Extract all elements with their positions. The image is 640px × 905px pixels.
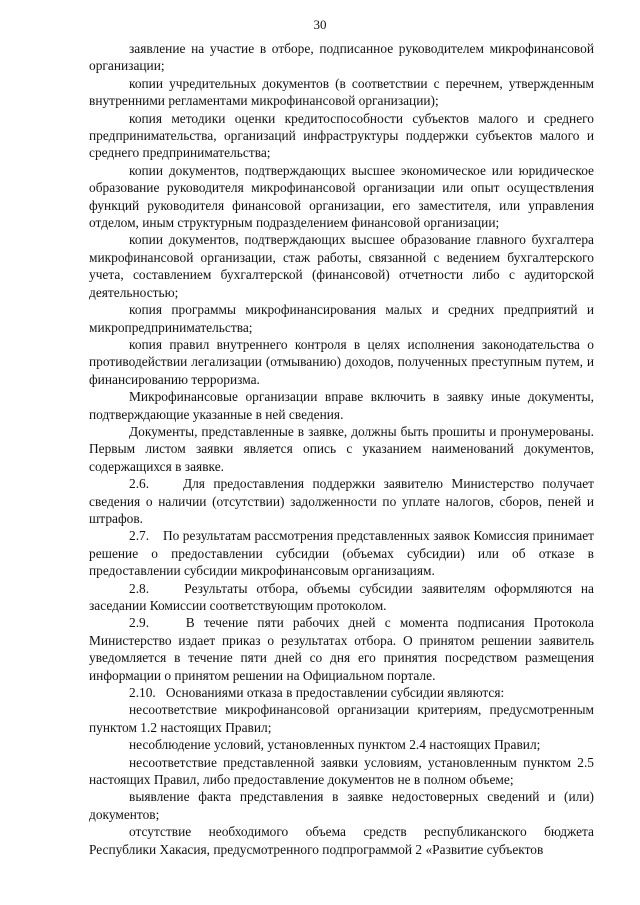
paragraph: отсутствие необходимого объема средств республиканского бюджета Республики Хакасия, предусмотренного подпрограммой 2 «Развитие субъектов <box>89 824 594 857</box>
paragraph: несоответствие представленной заявки условиям, установленным пунктом 2.5 настоящих Правил, либо предоставление документов не в полном объеме; <box>89 754 594 788</box>
paragraph: несоблюдение условий, установленных пунктом 2.4 настоящих Правил; <box>129 737 541 753</box>
paragraph: Документы, представленные в заявке, должны быть прошиты и пронумерованы. Первым листом заявки является опись с указанием наименований документов, содержащихся в заявке. <box>89 423 594 474</box>
paragraph: копии документов, подтверждающих высшее образование главного бухгалтера микрофинансовой организации, стаж работы, связанной с ведением бухгалтерского учета, составлением бухгалтерской (финансовой) отчетности либо с аудиторской деятельностью; <box>89 232 594 300</box>
paragraph: выявление факта представления в заявке недостоверных сведений и (или) документов; <box>89 789 594 822</box>
paragraph: копии учредительных документов (в соответствии с перечнем, утвержденным внутренними регламентами микрофинансовой организации); <box>89 75 594 109</box>
clause-2-10: 2.10. Основаниями отказа в предоставлении субсидии являются: <box>129 685 505 701</box>
clause-2-7: 2.7. По результатам рассмотрения представленных заявок Комиссия принимает решение о предоставлении субсидии (объемах субсидии) или об отказе в предоставлении субсидии микрофинансовым организациям. <box>89 528 594 579</box>
clause-2-8: 2.8. Результаты отбора, объемы субсидии заявителям оформляются на заседании Комиссии соответствующим протоколом. <box>89 580 594 613</box>
paragraph: копии документов, подтверждающих высшее экономическое или юридическое образование руководителя микрофинансовой организации или опыт осуществления функций руководителя финансовой организации, его заместителя, или управления отделом, иным структурным подразделением финансовой организации; <box>89 162 594 231</box>
paragraph: несоответствие микрофинансовой организации критериям, предусмотренным пунктом 1.2 настоящих Правил; <box>89 702 594 735</box>
paragraph: копия правил внутреннего контроля в целях исполнения законодательства о противодействии легализации (отмыванию) доходов, полученных преступным путем, и финансированию терроризма. <box>89 336 594 387</box>
paragraph: Микрофинансовые организации вправе включить в заявку иные документы, подтверждающие указанные в ней сведения. <box>89 389 594 422</box>
document-body <box>89 40 594 858</box>
clause-2-9: 2.9. В течение пяти рабочих дней с момента подписания Протокола Министерство издает приказ о результатах отбора. О принятом решении заявитель уведомляется в течение пяти дней со дня его принятия посредством размещения информации о принятом решении на Официальном портале. <box>89 615 594 683</box>
page-number: 30 <box>313 17 327 32</box>
paragraph: заявление на участие в отборе, подписанное руководителем микрофинансовой организации; <box>89 41 594 74</box>
clause-2-6: 2.6. Для предоставления поддержки заявителю Министерство получает сведения о наличии (отсутствии) задолженности по уплате налогов, сборов, пеней и штрафов. <box>89 476 594 526</box>
paragraph: копия программы микрофинансирования малых и средних предприятий и микропредпринимательства; <box>89 302 594 335</box>
paragraph: копия методики оценки кредитоспособности субъектов малого и среднего предпринимательства, организаций инфраструктуры поддержки субъектов малого и среднего предпринимательства; <box>89 110 594 161</box>
